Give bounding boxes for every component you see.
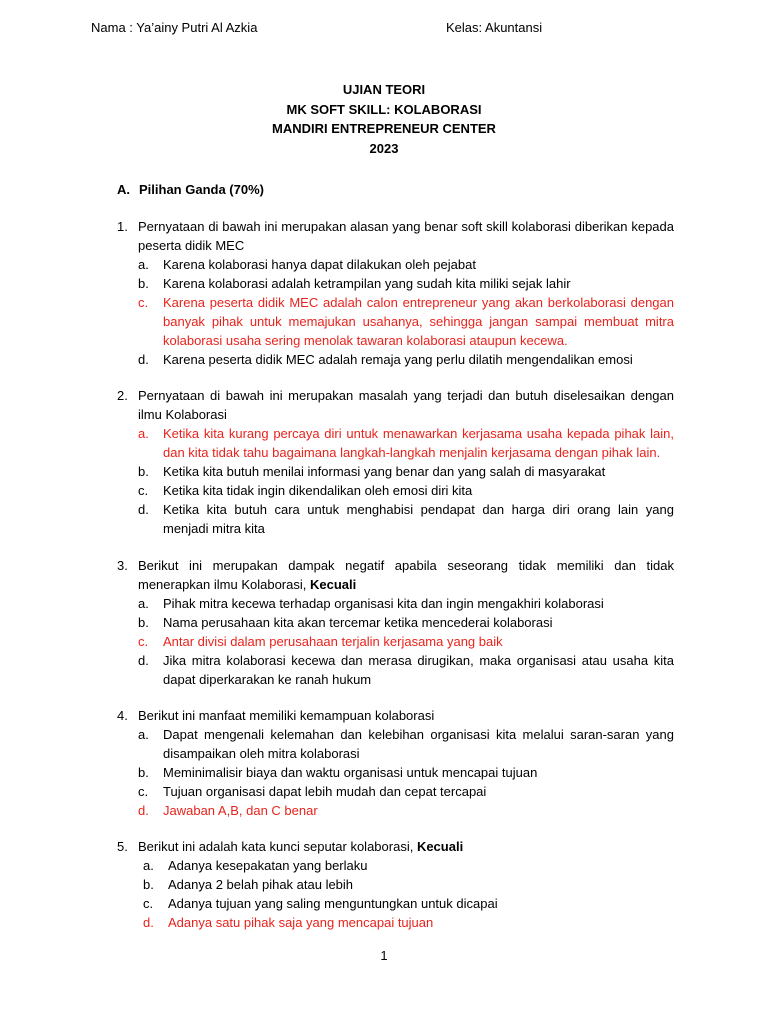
question-4 [117, 706, 674, 820]
option-b: b. Meminimalisir biaya dan waktu organisasi untuk mencapai tujuan [138, 765, 538, 780]
option-d-correct: d. Adanya satu pihak saja yang mencapai tujuan [143, 915, 434, 930]
option-c: c. Adanya tujuan yang saling menguntungkan untuk dicapai [143, 896, 498, 911]
option-c: c. Tujuan organisasi dapat lebih mudah dan cepat tercapai [138, 784, 487, 799]
option-b: b. Nama perusahaan kita akan tercemar ketika mencederai kolaborasi [138, 615, 553, 630]
student-name: Nama : Ya’ainy Putri Al Azkia [91, 20, 258, 35]
section-label: Pilihan Ganda (70%) [139, 182, 264, 197]
question-number: 5. [117, 839, 128, 854]
title-line-2: MK SOFT SKILL: KOLABORASI [286, 101, 482, 117]
option-d: d. Jika mitra kolaborasi kecewa dan merasa dirugikan, maka organisasi atau usaha kita dapat diperkarakan ke ranah hukum [138, 653, 674, 687]
title-line-4: 2023 [369, 140, 399, 156]
option-a: a. Karena kolaborasi hanya dapat dilakukan oleh pejabat [138, 257, 476, 272]
option-a: a. Dapat mengenali kelemahan dan kelebihan organisasi kita melalui saran-saran yang disampaikan oleh mitra kolaborasi [138, 727, 674, 761]
question-text: Berikut ini merupakan dampak negatif apabila seseorang tidak memiliki dan tidak menerapkan ilmu Kolaborasi, Kecuali [138, 558, 674, 592]
question-number: 1. [117, 219, 128, 234]
title-line-1: UJIAN TEORI [342, 82, 426, 97]
page-number: 1 [380, 948, 388, 963]
question-text: Berikut ini manfaat memiliki kemampuan kolaborasi [138, 708, 435, 723]
question-5 [117, 837, 674, 932]
question-2 [117, 386, 674, 538]
option-d: d. Ketika kita butuh cara untuk menghabisi pendapat dan harga diri orang lain yang menjadi mitra kita [138, 502, 674, 536]
student-class: Kelas: Akuntansi [446, 20, 543, 35]
option-b: b. Ketika kita butuh menilai informasi yang benar dan yang salah di masyarakat [138, 464, 606, 479]
title-line-3: MANDIRI ENTREPRENEUR CENTER [272, 121, 496, 136]
option-d: d. Karena peserta didik MEC adalah remaja yang perlu dilatih mengendalikan emosi [138, 352, 633, 367]
question-emphasis: Kecuali [416, 839, 464, 854]
question-number: 4. [117, 708, 128, 723]
section-heading [117, 180, 264, 199]
question-text: Pernyataan di bawah ini merupakan alasan yang benar soft skill kolaborasi diberikan kepada peserta didik MEC [138, 219, 674, 253]
option-b: b. Karena kolaborasi adalah ketrampilan yang sudah kita miliki sejak lahir [138, 276, 571, 291]
option-c: c. Ketika kita tidak ingin dikendalikan oleh emosi diri kita [138, 483, 473, 498]
option-list [138, 856, 674, 932]
option-list [138, 255, 674, 369]
question-1 [117, 217, 674, 369]
option-list [138, 594, 674, 689]
option-b: b. Adanya 2 belah pihak atau lebih [143, 877, 354, 892]
question-text: Berikut ini adalah kata kunci seputar kolaborasi, Kecuali [138, 839, 464, 854]
question-number: 2. [117, 388, 128, 403]
option-c-correct: c. Karena peserta didik MEC adalah calon entrepreneur yang akan berkolaborasi dengan banyak pihak untuk memajukan usahanya, sehingga jangan sampai membuat mitra kolaborasi usaha sering menolak tawaran kolaborasi ataupun kecewa. [138, 295, 674, 348]
option-c-correct: c. Antar divisi dalam perusahaan terjalin kerjasama yang baik [138, 634, 503, 649]
option-d-correct: d. Jawaban A,B, dan C benar [138, 803, 318, 818]
option-a: a. Adanya kesepakatan yang berlaku [143, 858, 368, 873]
option-a-correct: a. Ketika kita kurang percaya diri untuk menawarkan kerjasama usaha kepada pihak lain, dan kita tidak tahu bagaimana langkah-langkah menjalin kerjasama dengan pihak lain. [138, 426, 674, 460]
option-list [138, 725, 674, 820]
option-list [138, 424, 674, 538]
question-emphasis: Kecuali [309, 577, 357, 592]
option-a: a. Pihak mitra kecewa terhadap organisasi kita dan ingin mengakhiri kolaborasi [138, 596, 604, 611]
question-3 [117, 556, 674, 689]
exam-title [0, 80, 768, 158]
question-text: Pernyataan di bawah ini merupakan masalah yang terjadi dan butuh diselesaikan dengan ilmu Kolaborasi [138, 388, 674, 422]
question-number: 3. [117, 558, 128, 573]
section-letter: A. [117, 182, 130, 197]
